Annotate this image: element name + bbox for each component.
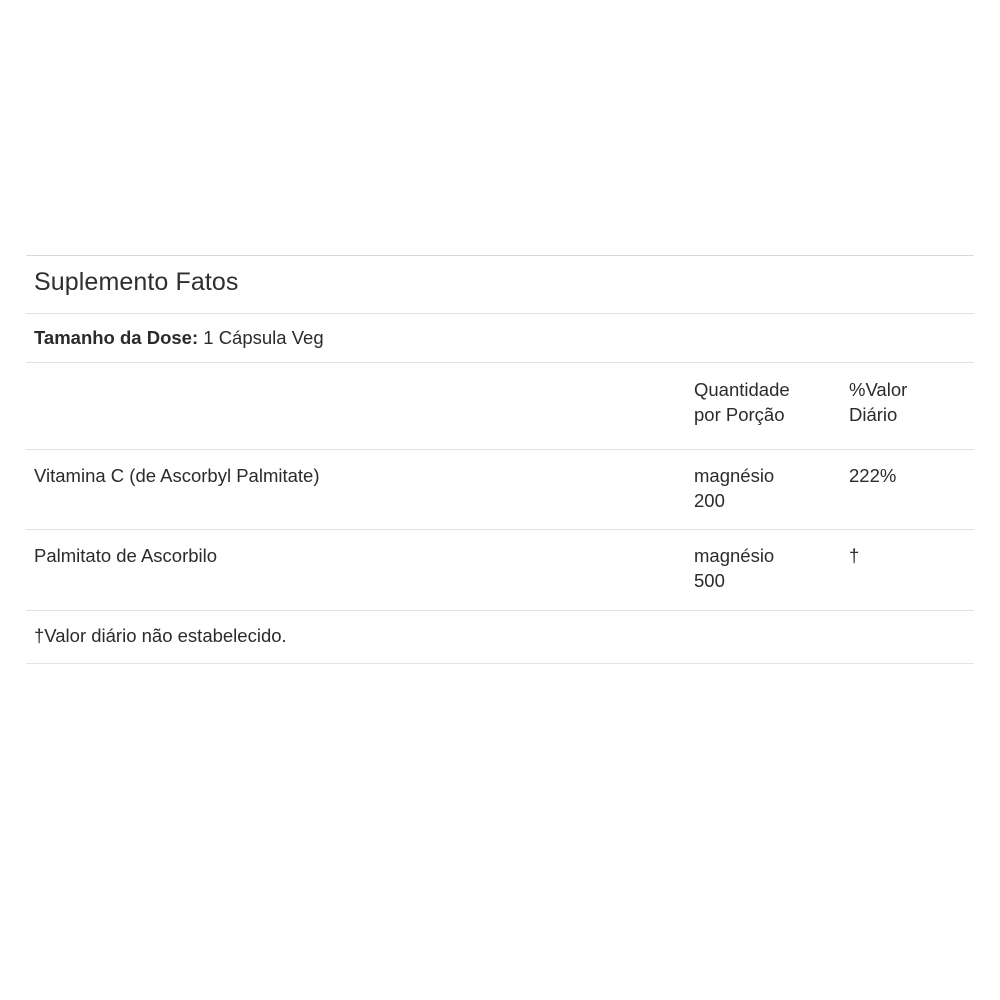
nutrient-amount-unit: magnésio	[694, 545, 775, 567]
nutrient-amount-value: 500	[694, 569, 725, 591]
column-header-amount	[686, 363, 841, 450]
serving-size-value: 1 Cápsula Veg	[203, 327, 324, 348]
column-header-amount-line2: por Porção	[694, 403, 785, 425]
nutrient-daily-value: 222%	[841, 450, 974, 530]
nutrient-amount-unit: magnésio	[694, 465, 775, 487]
page-title: Suplemento Fatos	[34, 268, 239, 296]
daily-value-footnote: †Valor diário não estabelecido.	[26, 610, 974, 664]
nutrient-name: Palmitato de Ascorbilo	[26, 530, 686, 610]
nutrient-amount	[686, 530, 841, 610]
nutrient-amount-value: 200	[694, 489, 725, 511]
table-header-row	[26, 363, 974, 450]
nutrient-amount	[686, 450, 841, 530]
column-header-daily-value	[841, 363, 974, 450]
nutrition-table	[26, 362, 974, 610]
serving-size-label: Tamanho da Dose:	[34, 327, 199, 348]
nutrient-name: Vitamina C (de Ascorbyl Palmitate)	[26, 450, 686, 530]
column-header-nutrient	[26, 363, 686, 450]
nutrient-daily-value: †	[841, 530, 974, 610]
serving-size-row	[26, 314, 974, 362]
table-row	[26, 530, 974, 610]
table-body	[26, 450, 974, 610]
column-header-amount-line1: Quantidade	[694, 379, 790, 400]
supplement-facts-panel	[26, 255, 974, 664]
table-header	[26, 363, 974, 450]
column-header-dv-line2: Diário	[849, 403, 898, 425]
table-row	[26, 450, 974, 530]
column-header-dv-line1: %Valor	[849, 379, 908, 400]
